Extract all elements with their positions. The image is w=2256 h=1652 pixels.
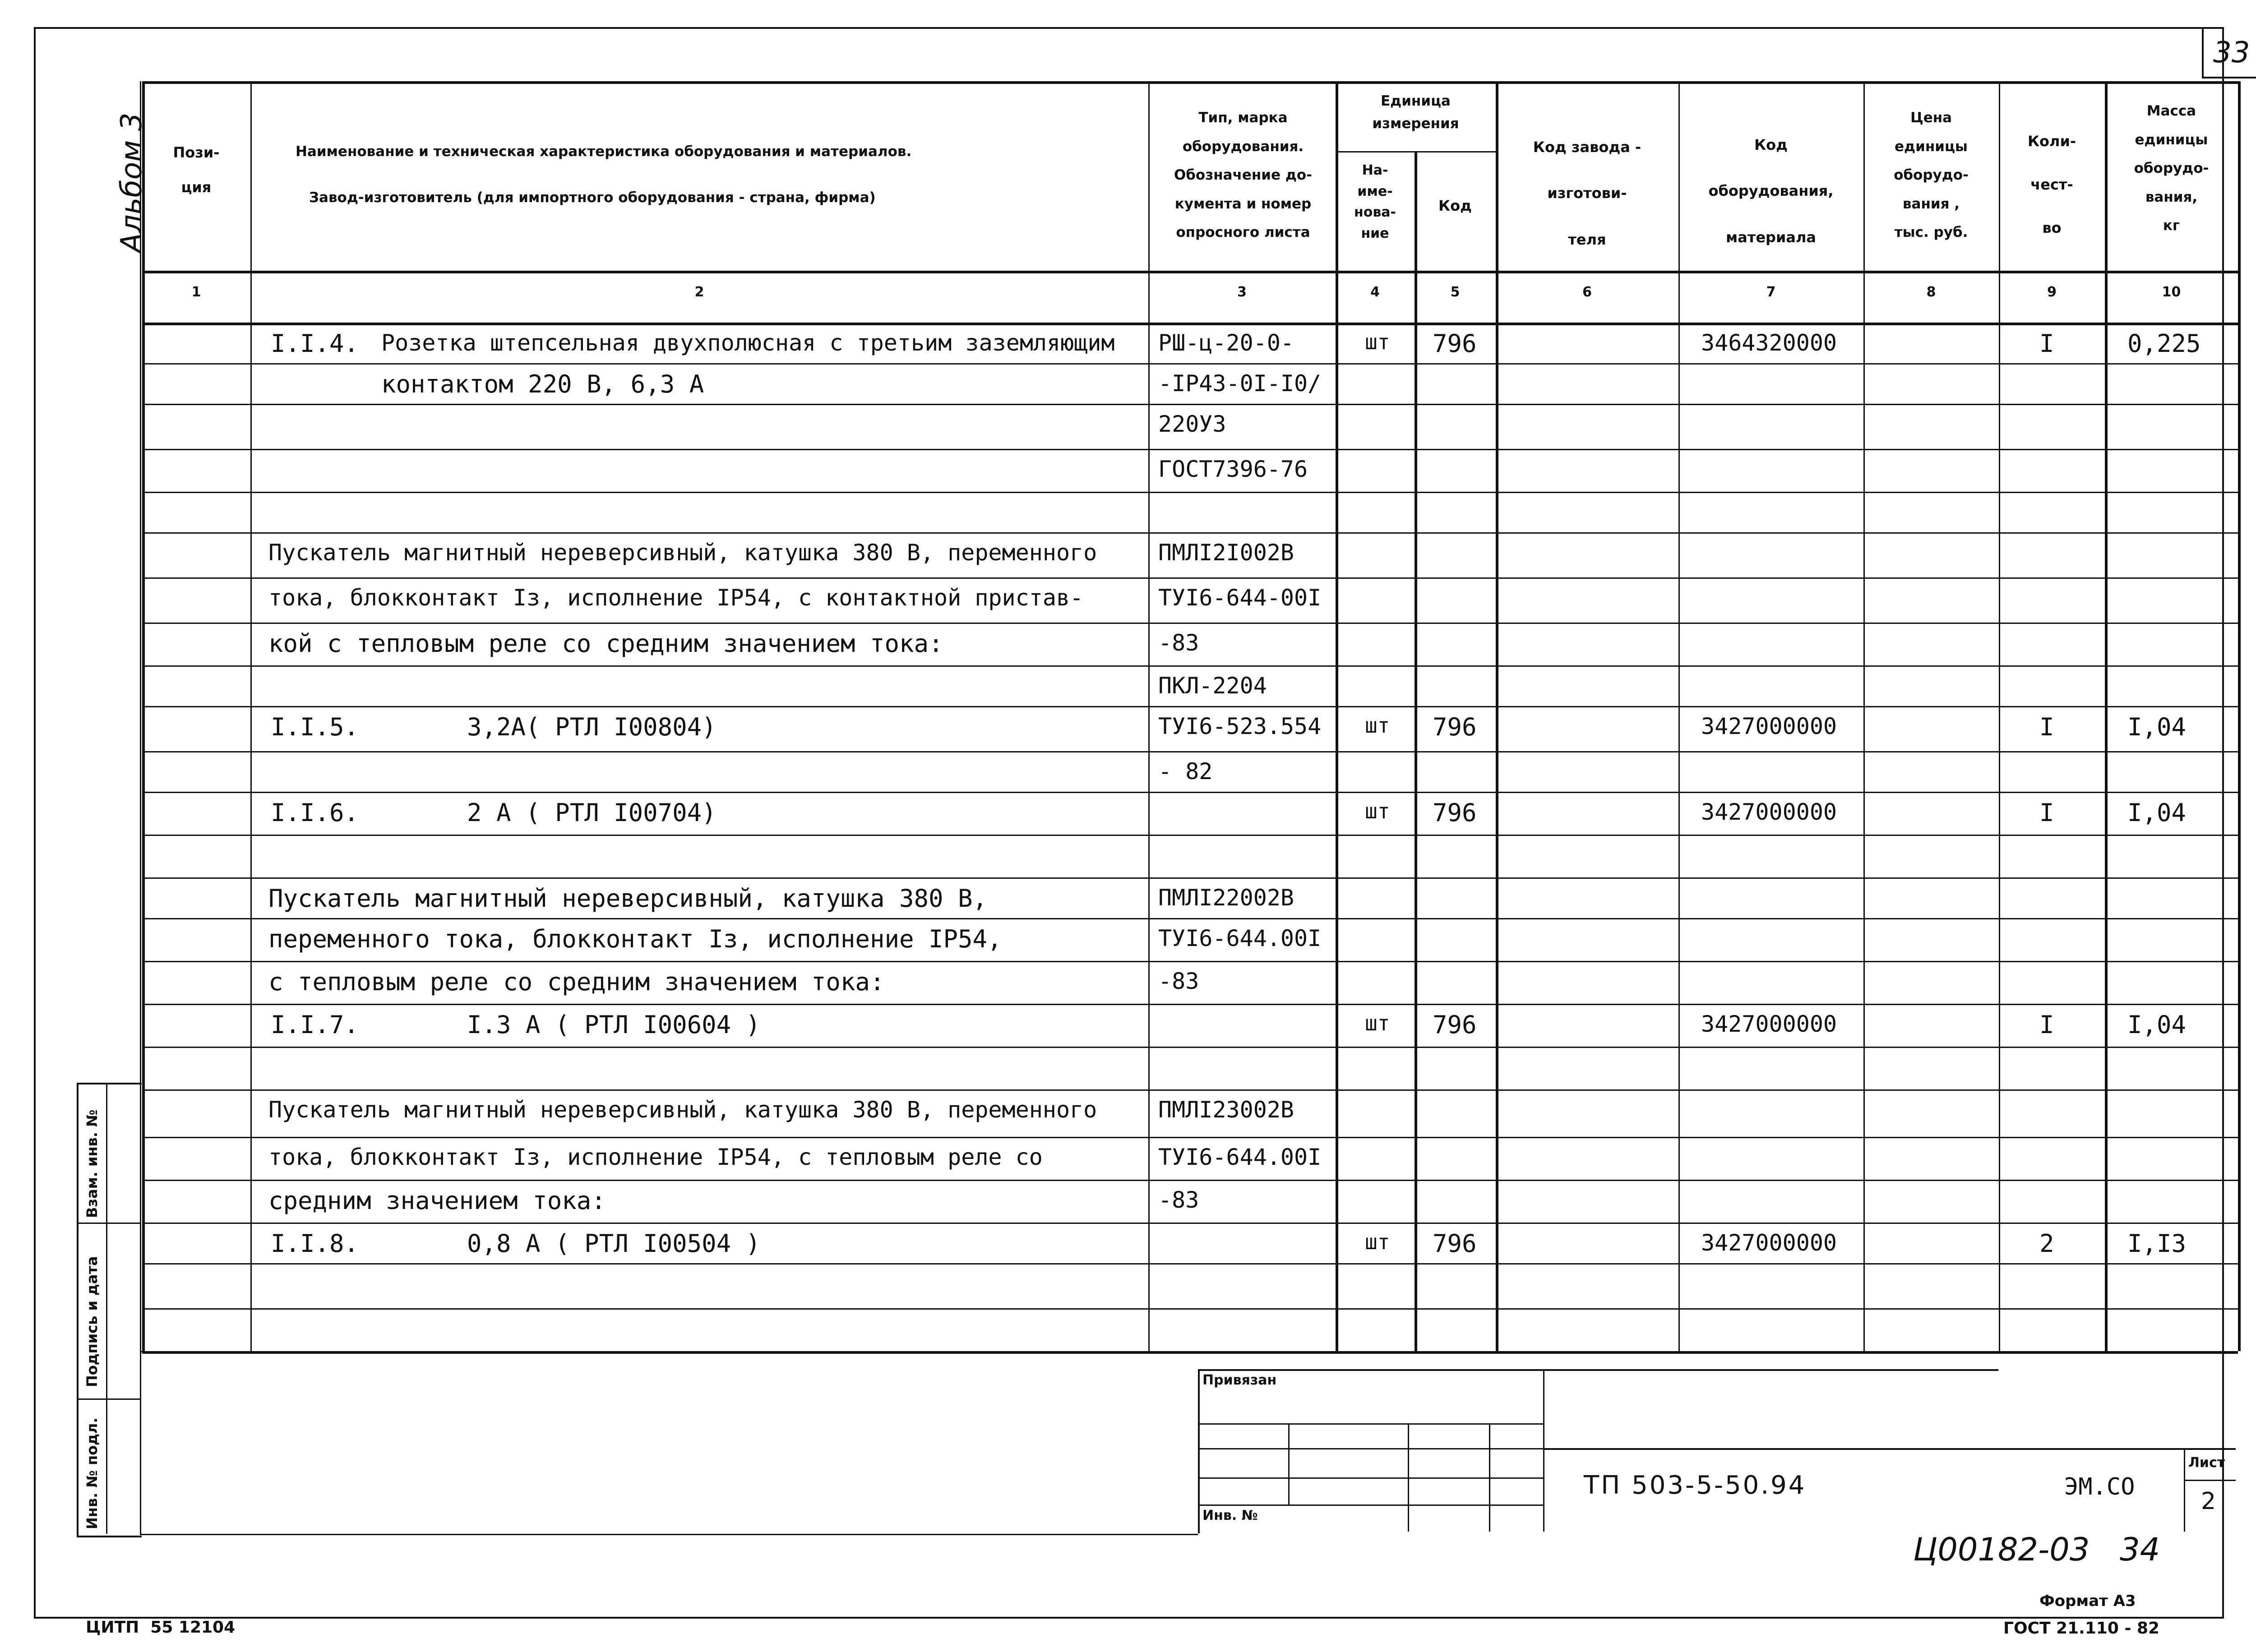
row-name: контактом 220 В, 6,3 А (381, 370, 704, 398)
page-number: 33 (2213, 36, 2250, 69)
row-name: Пускатель магнитный нереверсивный, катушка 380 В, переменного (268, 1097, 1097, 1123)
header-price: Цена единицы оборудо- вания , тыс. руб. (1894, 110, 1969, 241)
row-name: средним значением тока: (268, 1186, 606, 1215)
album-label: Альбом 3 (115, 112, 148, 253)
row-unit: шт (1365, 713, 1390, 738)
row-mass: I,04 (2127, 713, 2187, 741)
row-type: - 82 (1158, 758, 1213, 784)
row-type: ПКЛ-2204 (1158, 673, 1267, 699)
row-quantity: I (2039, 713, 2054, 741)
stamp-doc-code: ТП 503-5-50.94 (1584, 1471, 1807, 1500)
stamp-sheet-label: Лист (2188, 1455, 2225, 1471)
row-mass: I,I3 (2127, 1229, 2187, 1258)
column-number-8: 8 (1926, 284, 1936, 300)
row-quantity: I (2039, 329, 2054, 358)
row-position: I.I.4. (271, 329, 359, 358)
row-type: -83 (1158, 630, 1199, 656)
row-name: Пускатель магнитный нереверсивный, катушка 380 В, переменного (268, 540, 1097, 566)
header-unit-group: Единица измерения (1372, 93, 1459, 132)
column-number-3: 3 (1237, 284, 1247, 300)
row-type: ПМЛI23002В (1158, 1097, 1294, 1123)
column-number-4: 4 (1370, 284, 1380, 300)
column-number-7: 7 (1766, 284, 1776, 300)
row-name: кой с тепловым реле со средним значением тока: (268, 629, 943, 658)
header-unit-name: На- име- нова- ние (1354, 162, 1396, 241)
header-mass: Масса единицы оборудо- вания, кг (2134, 103, 2209, 234)
row-equipment-code: 3427000000 (1701, 713, 1837, 739)
header-position: Пози- ция (173, 144, 220, 196)
row-unit: шт (1365, 1230, 1390, 1254)
row-unit-code: 796 (1433, 713, 1477, 741)
row-equipment-code: 3427000000 (1701, 1011, 1837, 1037)
row-quantity: 2 (2039, 1229, 2054, 1258)
header-type: Тип, марка оборудования. Обозначение до- кумента и номер опросного листа (1174, 110, 1313, 241)
row-type: 220У3 (1158, 411, 1226, 437)
row-unit-code: 796 (1433, 329, 1477, 358)
row-type: -83 (1158, 1187, 1199, 1213)
row-mass: I,04 (2127, 798, 2187, 827)
stamp-mark: ЭМ.СО (2064, 1473, 2135, 1500)
row-name: тока, блокконтакт Iз, исполнение IP54, с контактной пристав- (268, 585, 1084, 611)
header-factory-code: Код завода - изготови- теля (1533, 138, 1641, 248)
column-number-2: 2 (694, 284, 704, 300)
header-equipment-code: Код оборудования, материала (1708, 136, 1834, 246)
row-type: РШ-ц-20-0- (1158, 330, 1294, 356)
row-unit-code: 796 (1433, 1229, 1477, 1258)
row-type: ТУI6-523.554 (1158, 713, 1322, 739)
row-mass: 0,225 (2127, 329, 2201, 358)
row-unit: шт (1365, 1011, 1390, 1035)
stamp-privyazan: Привязан (1202, 1372, 1277, 1388)
side-label-podpis: Подпись и дата (83, 1256, 101, 1387)
row-name: тока, блокконтакт Iз, исполнение IP54, с тепловым реле со (268, 1144, 1043, 1170)
format-label: Формат А3 (2039, 1592, 2136, 1610)
row-type: -IP43-0I-I0/ (1158, 370, 1322, 397)
column-number-9: 9 (2047, 284, 2057, 300)
row-unit: шт (1365, 330, 1390, 354)
row-quantity: I (2039, 1011, 2054, 1039)
stamp-sheet-no: 2 (2201, 1488, 2216, 1515)
header-name: Наименование и техническая характеристика оборудования и материалов. Завод-изготовитель (для импортного оборудования - страна, фирма) (296, 143, 912, 206)
row-unit-code: 796 (1433, 1011, 1477, 1039)
row-name: Пускатель магнитный нереверсивный, катушка 380 В, (268, 884, 988, 913)
row-name: 2 А ( РТЛ I00704) (467, 798, 717, 827)
column-number-1: 1 (191, 284, 201, 300)
row-name: переменного тока, блокконтакт Iз, исполнение IP54, (268, 925, 1002, 953)
row-type: ПМЛI22002В (1158, 885, 1294, 911)
row-name: I.3 А ( РТЛ I00604 ) (467, 1011, 761, 1039)
header-quantity: Коли- чест- во (2027, 133, 2076, 236)
column-number-10: 10 (2162, 284, 2181, 300)
row-name: Розетка штепсельная двухполюсная с третьим заземляющим (381, 330, 1115, 356)
row-name: 0,8 А ( РТЛ I00504 ) (467, 1229, 761, 1258)
column-number-5: 5 (1450, 284, 1460, 300)
row-type: ТУI6-644.00I (1158, 925, 1322, 951)
row-name: 3,2А( РТЛ I00804) (467, 713, 717, 741)
side-label-inv-podl: Инв. № подл. (83, 1417, 101, 1529)
header-unit-code: Код (1438, 197, 1472, 214)
row-unit-code: 796 (1433, 798, 1477, 827)
row-type: -83 (1158, 968, 1199, 994)
row-name: с тепловым реле со средним значением тока: (268, 968, 885, 996)
side-label-vzam: Взам. инв. № (83, 1109, 101, 1218)
row-position: I.I.5. (271, 713, 359, 741)
gost-label: ГОСТ 21.110 - 82 (2003, 1619, 2160, 1638)
row-type: ПМЛI2I002В (1158, 540, 1294, 566)
stamp-inv-no: Инв. № (1202, 1508, 1258, 1523)
row-type: ТУI6-644.00I (1158, 1144, 1322, 1170)
row-unit: шт (1365, 799, 1390, 823)
handwritten-code: Ц00182-03 34 (1913, 1531, 2160, 1568)
row-position: I.I.7. (271, 1011, 359, 1039)
row-type: ГОСТ7396-76 (1158, 456, 1308, 482)
row-equipment-code: 3427000000 (1701, 1230, 1837, 1256)
row-position: I.I.6. (271, 798, 359, 827)
row-position: I.I.8. (271, 1229, 359, 1258)
row-mass: I,04 (2127, 1011, 2187, 1039)
row-type: ТУI6-644-00I (1158, 585, 1322, 611)
row-quantity: I (2039, 798, 2054, 827)
row-equipment-code: 3464320000 (1701, 330, 1837, 356)
column-number-6: 6 (1582, 284, 1592, 300)
row-equipment-code: 3427000000 (1701, 799, 1837, 825)
citp-label: ЦИТП 55 12104 (86, 1618, 236, 1637)
